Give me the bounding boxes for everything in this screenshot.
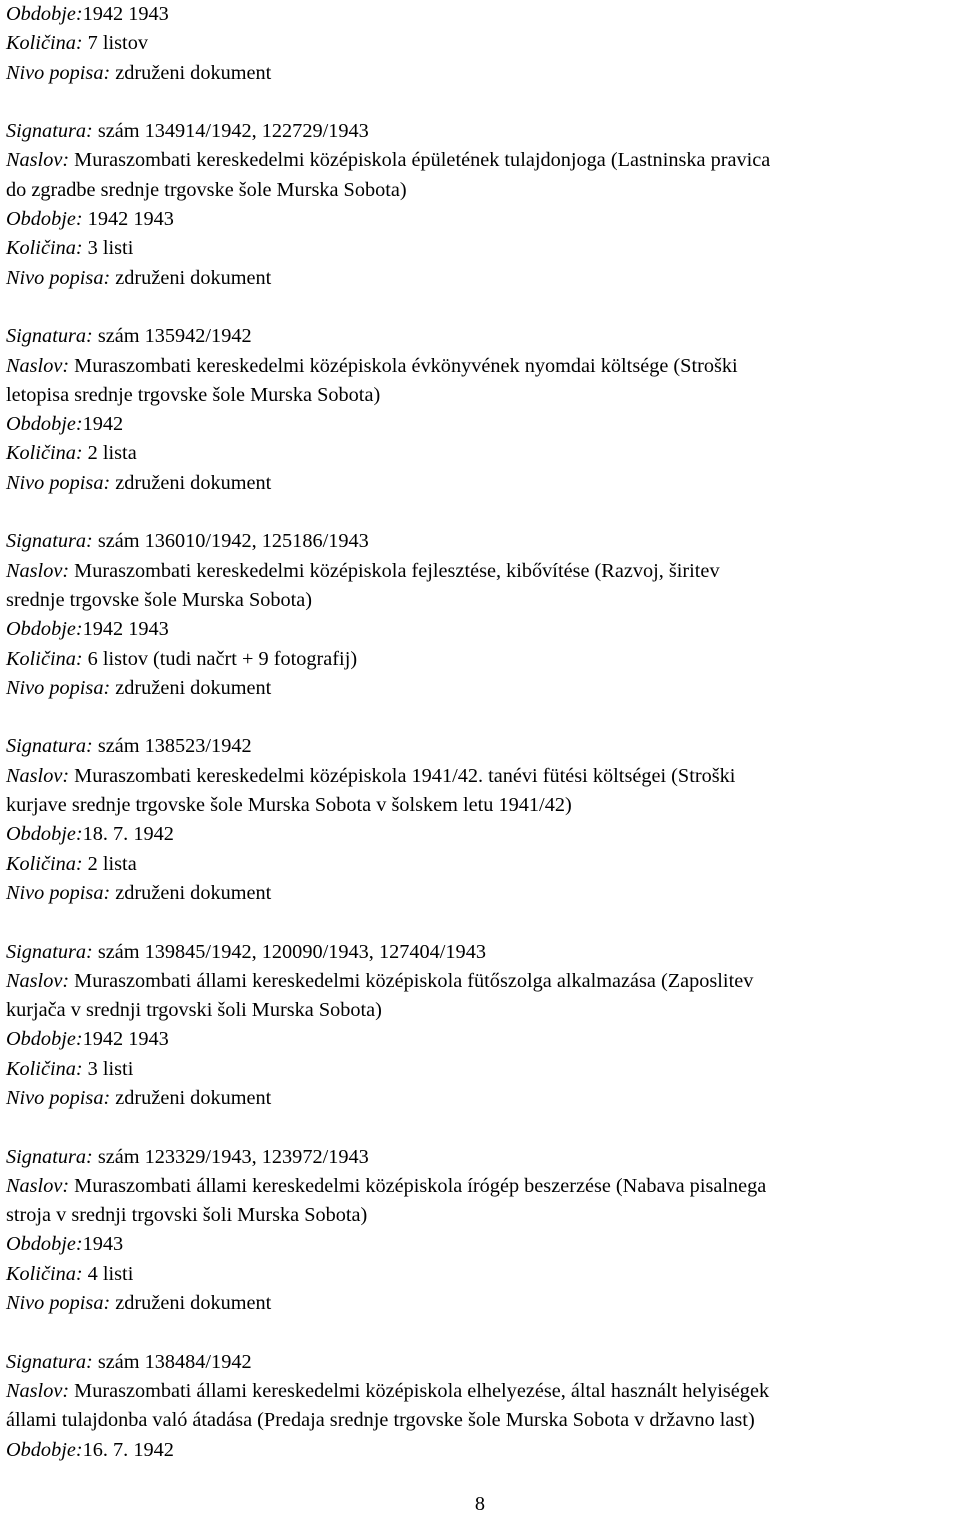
naslov-label: Naslov: [6,354,70,377]
naslov-value: Muraszombati állami kereskedelmi középiskola írógép beszerzése (Nabava pisalnega [69,1174,767,1197]
spacer [6,703,956,732]
obdobje-value: 18. 7. 1942 [82,823,174,846]
signatura-line [6,1348,956,1377]
signatura-value: szám 134914/1942, 122729/1943 [92,120,369,143]
nivo-line [6,469,956,498]
obdobje-value: 1942 1943 [82,208,174,231]
record-entry [6,322,956,498]
nivo-line [6,264,956,293]
naslov-value: Muraszombati kereskedelmi középiskola 1941/42. tanévi fütési költségei (Stroški [69,764,736,787]
naslov-continuation: kurjave srednje trgovske šole Murska Sobota v šolskem letu 1941/42) [6,794,572,817]
spacer [6,908,956,937]
nivo-value: združeni dokument [110,1292,272,1315]
obdobje-label: Obdobje: [6,823,83,846]
signatura-line [6,117,956,146]
naslov-label: Naslov: [6,559,70,582]
record-entry [6,1348,956,1465]
signatura-label: Signatura: [6,735,93,758]
kolicina-label: Količina: [6,647,83,670]
kolicina-line [6,29,956,58]
spacer [6,1318,956,1347]
kolicina-value: 7 listov [82,32,148,55]
nivo-line [6,879,956,908]
naslov-line [6,146,956,175]
signatura-value: szám 139845/1942, 120090/1943, 127404/1943 [92,940,486,963]
obdobje-line [6,1025,956,1054]
kolicina-value: 3 listi [82,1057,134,1080]
kolicina-line [6,234,956,263]
naslov-continuation: kurjača v srednji trgovski šoli Murska Sobota) [6,999,382,1022]
page-number: 8 [474,1493,486,1515]
signatura-value: szám 138484/1942 [92,1350,252,1373]
obdobje-line [6,1436,956,1465]
naslov-line [6,352,956,381]
nivo-value: združeni dokument [110,676,272,699]
obdobje-value: 1942 [82,413,124,436]
obdobje-line [6,615,956,644]
nivo-label: Nivo popisa: [6,676,111,699]
nivo-value: združeni dokument [110,266,272,289]
nivo-line [6,674,956,703]
kolicina-label: Količina: [6,442,83,465]
naslov-continuation: do zgradbe srednje trgovske šole Murska Sobota) [6,178,407,201]
obdobje-line [6,820,956,849]
obdobje-value: 1942 1943 [82,618,169,641]
obdobje-value: 1942 1943 [82,3,169,25]
kolicina-line [6,645,956,674]
obdobje-value: 1943 [82,1233,124,1256]
kolicina-label: Količina: [6,852,83,875]
nivo-value: združeni dokument [110,1086,272,1109]
nivo-value: združeni dokument [110,471,272,494]
obdobje-value: 1942 1943 [82,1028,169,1051]
nivo-line [6,1084,956,1113]
naslov-continuation: stroja v srednji trgovski šoli Murska Sobota) [6,1204,368,1227]
kolicina-value: 2 lista [82,852,137,875]
record-entry [6,1143,956,1319]
kolicina-label: Količina: [6,1057,83,1080]
nivo-line [6,59,956,88]
record-entry [6,938,956,1114]
kolicina-value: 3 listi [82,237,134,260]
naslov-line [6,1172,956,1201]
naslov-value: Muraszombati kereskedelmi középiskola fejlesztése, kibővítése (Razvoj, širitev [69,559,720,582]
naslov-line [6,1377,956,1406]
nivo-value: združeni dokument [110,881,272,904]
document-page [6,0,956,1465]
naslov-line [6,762,956,791]
naslov-label: Naslov: [6,969,70,992]
naslov-continuation: srednje trgovske šole Murska Sobota) [6,588,313,611]
obdobje-label: Obdobje: [6,1438,83,1461]
kolicina-label: Količina: [6,32,83,55]
record-entry [6,527,956,703]
obdobje-label: Obdobje: [6,618,83,641]
kolicina-line [6,1055,956,1084]
kolicina-label: Količina: [6,1262,83,1285]
naslov-value: Muraszombati kereskedelmi középiskola épületének tulajdonjoga (Lastninska pravica [69,149,771,172]
signatura-label: Signatura: [6,1145,93,1168]
kolicina-line [6,1260,956,1289]
signatura-line [6,322,956,351]
signatura-line [6,1143,956,1172]
kolicina-line [6,439,956,468]
naslov-line [6,557,956,586]
naslov-label: Naslov: [6,1379,70,1402]
nivo-label: Nivo popisa: [6,471,111,494]
obdobje-label: Obdobje: [6,1233,83,1256]
naslov-value: Muraszombati állami kereskedelmi középiskola fütőszolga alkalmazása (Zaposlitev [69,969,754,992]
kolicina-line [6,850,956,879]
kolicina-value: 4 listi [82,1262,134,1285]
kolicina-value: 2 lista [82,442,137,465]
record-entry [6,732,956,908]
spacer [6,498,956,527]
signatura-line [6,732,956,761]
signatura-value: szám 123329/1943, 123972/1943 [92,1145,369,1168]
naslov-label: Naslov: [6,1174,70,1197]
nivo-value: združeni dokument [110,61,272,84]
record-entry [6,117,956,293]
naslov-value: Muraszombati állami kereskedelmi középiskola elhelyezése, által használt helyiségek [69,1379,770,1402]
obdobje-line [6,205,956,234]
naslov-label: Naslov: [6,149,70,172]
obdobje-line [6,410,956,439]
signatura-value: szám 138523/1942 [92,735,252,758]
nivo-line [6,1289,956,1318]
obdobje-label: Obdobje: [6,208,83,231]
spacer [6,293,956,322]
naslov-label: Naslov: [6,764,70,787]
signatura-label: Signatura: [6,1350,93,1373]
signatura-line [6,527,956,556]
nivo-label: Nivo popisa: [6,266,111,289]
nivo-label: Nivo popisa: [6,881,111,904]
signatura-label: Signatura: [6,325,93,348]
record-top [6,0,956,88]
nivo-label: Nivo popisa: [6,61,111,84]
signatura-line [6,938,956,967]
naslov-line [6,967,956,996]
signatura-label: Signatura: [6,530,93,553]
obdobje-label: Obdobje: [6,413,83,436]
signatura-value: szám 135942/1942 [92,325,252,348]
nivo-label: Nivo popisa: [6,1292,111,1315]
naslov-continuation: állami tulajdonba való átadása (Predaja srednje trgovske šole Murska Sobota v državno last) [6,1409,755,1432]
signatura-value: szám 136010/1942, 125186/1943 [92,530,369,553]
signatura-label: Signatura: [6,940,93,963]
kolicina-label: Količina: [6,237,83,260]
spacer [6,1113,956,1142]
naslov-value: Muraszombati kereskedelmi középiskola évkönyvének nyomdai költsége (Stroški [69,354,738,377]
obdobje-label: Obdobje: [6,3,83,25]
obdobje-label: Obdobje: [6,1028,83,1051]
obdobje-value: 16. 7. 1942 [82,1438,174,1461]
obdobje-line [6,1230,956,1259]
kolicina-value: 6 listov (tudi načrt + 9 fotografij) [82,647,358,670]
nivo-label: Nivo popisa: [6,1086,111,1109]
obdobje-line [6,0,956,29]
naslov-continuation: letopisa srednje trgovske šole Murska Sobota) [6,383,381,406]
spacer [6,88,956,117]
signatura-label: Signatura: [6,120,93,143]
